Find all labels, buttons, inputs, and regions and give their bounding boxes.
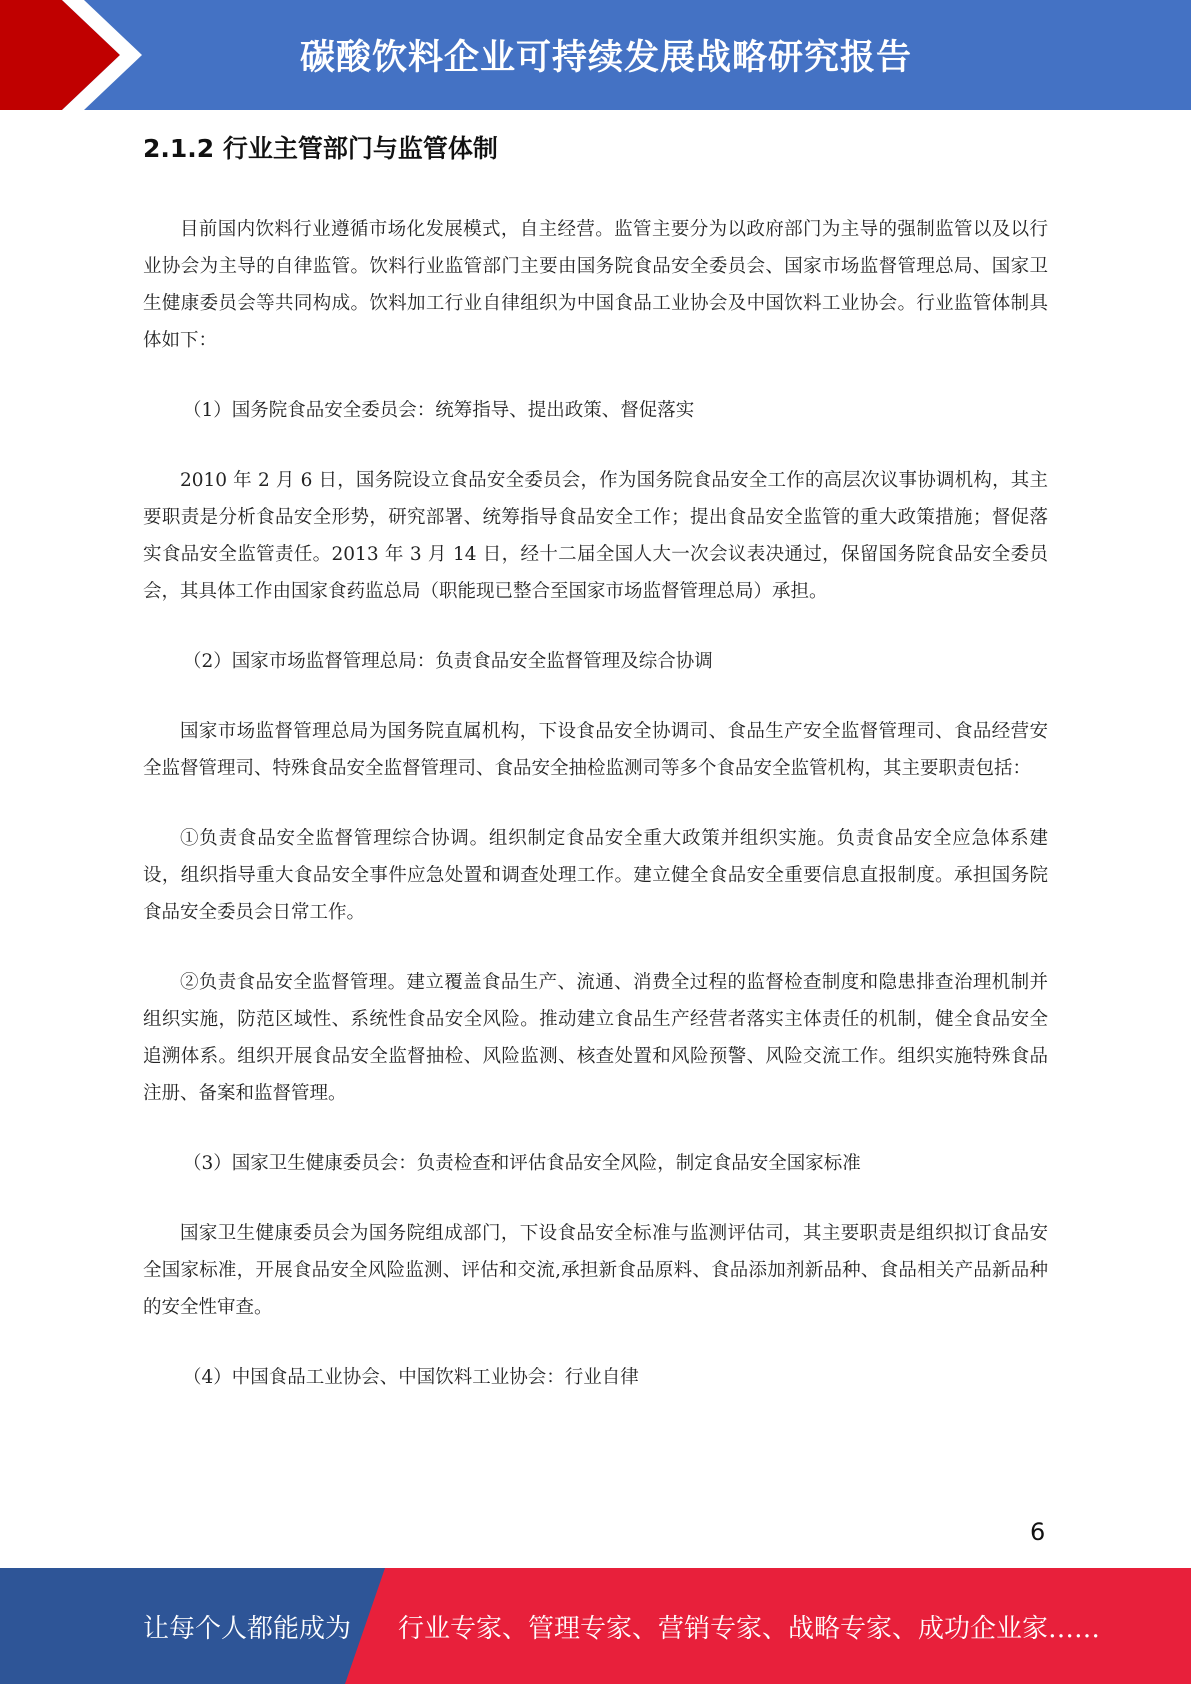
footer-slogan-left: 让每个人都能成为 <box>143 1613 352 1644</box>
subheading-food-safety-commission: （1）国务院食品安全委员会：统筹指导、提出政策、督促落实 <box>183 400 695 421</box>
paragraph-intro: 目前国内饮料行业遵循市场化发展模式，自主经营。监管主要分为以政府部门为主导的强制监管以及以行业协会为主导的自律监管。饮料行业监管部门主要由国务院食品安全委员会、国家市场监督管理总局、国家卫生健康委员会等共同构成。饮料加工行业自律组织为中国食品工业协会及中国饮料工业协会。行业监管体制具体如下： <box>143 219 1048 351</box>
page-footer-banner <box>0 1568 1191 1684</box>
section-heading: 2.1.2 行业主管部门与监管体制 <box>143 134 498 163</box>
paragraph-health-commission: 国家卫生健康委员会为国务院组成部门，下设食品安全标准与监测评估司，其主要职责是组织拟订食品安全国家标准，开展食品安全风险监测、评估和交流,承担新食品原料、食品添加剂新品种、食品相关产品新品种的安全性审查。 <box>143 1223 1048 1318</box>
paragraph-duty-1: ①负责食品安全监督管理综合协调。组织制定食品安全重大政策并组织实施。负责食品安全应急体系建设，组织指导重大食品安全事件应急处置和调查处理工作。建立健全食品安全重要信息直报制度。承担国务院食品安全委员会日常工作。 <box>143 828 1048 923</box>
paragraph-duty-2: ②负责食品安全监督管理。建立覆盖食品生产、流通、消费全过程的监督检查制度和隐患排查治理机制并组织实施，防范区域性、系统性食品安全风险。推动建立食品生产经营者落实主体责任的机制，健全食品安全追溯体系。组织开展食品安全监督抽检、风险监测、核查处置和风险预警、风险交流工作。组织实施特殊食品注册、备案和监督管理。 <box>143 972 1048 1104</box>
subheading-health-commission: （3）国家卫生健康委员会：负责检查和评估食品安全风险，制定食品安全国家标准 <box>183 1153 861 1174</box>
document-body <box>143 125 1048 1429</box>
paragraph-food-safety-commission: 2010 年 2 月 6 日，国务院设立食品安全委员会，作为国务院食品安全工作的高层次议事协调机构，其主要职责是分析食品安全形势，研究部署、统筹指导食品安全工作；提出食品安全监管的重大政策措施；督促落实食品安全监管责任。2013 年 3 月 14 日，经十二届全国人大一次会议表决通过，保留国务院食品安全委员会，其具体工作由国家食药监总局（职能现已整合至国家市场监督管理总局）承担。 <box>143 470 1048 602</box>
subheading-market-regulation: （2）国家市场监督管理总局：负责食品安全监督管理及综合协调 <box>183 651 713 672</box>
subheading-industry-associations: （4）中国食品工业协会、中国饮料工业协会：行业自律 <box>183 1367 639 1388</box>
report-title: 碳酸饮料企业可持续发展战略研究报告 <box>300 38 913 78</box>
page-header-banner <box>0 0 1191 110</box>
footer-slogan-right: 行业专家、管理专家、营销专家、战略专家、成功企业家…… <box>398 1613 1101 1644</box>
paragraph-market-regulation: 国家市场监督管理总局为国务院直属机构，下设食品安全协调司、食品生产安全监督管理司、食品经营安全监督管理司、特殊食品安全监督管理司、食品安全抽检监测司等多个食品安全监管机构，其主要职责包括： <box>143 721 1048 779</box>
page-number: 6 <box>1030 1518 1046 1546</box>
